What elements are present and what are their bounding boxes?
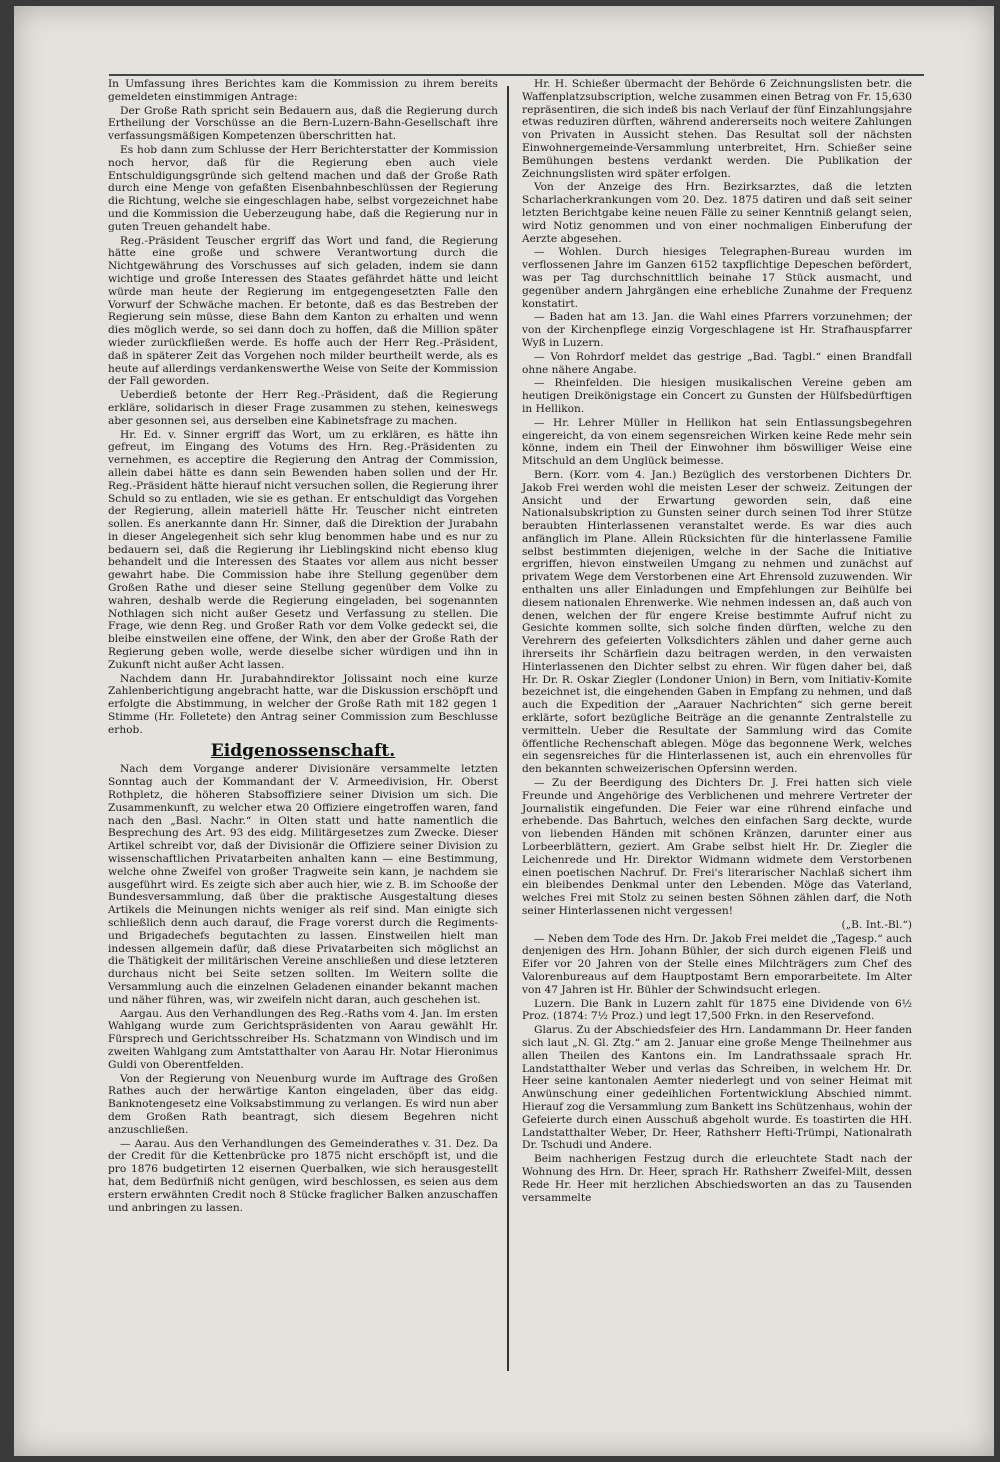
paragraph: — Wohlen. Durch hiesiges Telegraphen-Bureau wurden im verflossenen Jahre im Ganzen 6152 taxpflichtige Depeschen befördert, was per Tag durchschnittlich beinahe 17 Stück ausmacht, und gegenüber andern Jahrgängen eine erhebliche Zunahme der Frequenz konstatirt.	[522, 246, 912, 310]
paragraph: Nachdem dann Hr. Jurabahndirektor Jolissaint noch eine kurze Zahlenberichtigung angebracht hatte, war die Diskussion erschöpft und erfolgte die Abstimmung, in welcher der Große Rath mit 182 gegen 1 Stimme (Hr. Folletete) den Antrag seiner Commission zum Beschlusse erhob.	[108, 672, 498, 736]
paragraph: Reg.-Präsident Teuscher ergriff das Wort und fand, die Regierung hätte eine große und schwere Verantwortung durch die Nichtgewährung des Vorschusses auf sich geladen, indem sie dann wichtige und große Interessen des Staates gefährdet hätte und leicht würde man heute der Regierung im entgegengesetzten Falle den Vorwurf der Schwäche machen. Er betonte, daß es das Bestreben der Regierung sein müsse, diese Bahn dem Kanton zu erhalten und wenn dies möglich werde, so sei dann doch zu hoffen, daß die Million später wieder zurückfließen werde. Es hoffe auch der Herr Reg.-Präsident, daß in späterer Zeit das Vorgehen noch milder beurtheilt werde, als es heute auf allerdings verdankenswerthe Weise von Seite der Kommission der Fall geworden.	[108, 234, 498, 388]
paragraph: Der Große Rath spricht sein Bedauern aus, daß die Regierung durch Ertheilung der Vorschüsse an die Bern-Luzern-Bahn-Gesellschaft ihre verfassungsmäßigen Kompetenzen überschritten hat.	[108, 104, 498, 143]
source-attribution: („B. Int.-Bl.“)	[841, 918, 912, 931]
paragraph: Von der Regierung von Neuenburg wurde im Auftrage des Großen Rathes auch der herwärtige Kanton eingeladen, über das eidg. Banknotengesetz eine Volksabstimmung zu verlangen. Es wird nun aber dem Großen Rath beantragt, sich diesem Begehren nicht anzuschließen.	[108, 1072, 498, 1136]
paragraph: Nach dem Vorgange anderer Divisionäre versammelte letzten Sonntag auch der Kommandant der V. Armeedivision, Hr. Oberst Rothpletz, die höheren Stabsoffiziere seiner Division um sich. Die Zusammenkunft, zu welcher etwa 20 Offiziere eingetroffen waren, fand nach den „Basl. Nachr.“ in Olten statt und hatte namentlich die Besprechung des Art. 93 des eidg. Militärgesetzes zum Zwecke. Dieser Artikel schreibt vor, daß der Divisionär die Offiziere seiner Division zu wissenschaftlichen Privatarbeiten anhalten kann — eine Bestimmung, welche ohne Zweifel von großer Tragweite sein kann, je nachdem sie ausgeführt wird. Es zeigte sich aber auch hier, wie z. B. im Schooße der Bundesversammlung, daß über die praktische Ausgestaltung dieses Artikels die Meinungen nichts weniger als reif sind. Man einigte sich schließlich denn auch darauf, die Frage vorerst durch die Regiments- und Brigadechefs begutachten zu lassen. Einstweilen hielt man indessen allgemein dafür, daß diese Privatarbeiten sich möglichst an die Thätigkeit der militärischen Vereine anschließen und diese letzteren durchaus nicht bei Seite setzen sollten. Im Weitern sollte die Versammlung auch die einzelnen Geladenen einander bekannt machen und näher führen, was, wir zweifeln nicht daran, auch geschehen ist.	[108, 763, 498, 1006]
paragraph: Aargau. Aus den Verhandlungen des Reg.-Raths vom 4. Jan. Im ersten Wahlgang wurde zum Gerichtspräsidenten von Aarau gewählt Hr. Fürsprech und Gerichtsschreiber Hs. Schatzmann von Windisch und im zweiten Wahlgang zum Amtstatthalter von Aarau Hr. Notar Hieronimus Guldi von Oberentfelden.	[108, 1007, 498, 1071]
paragraph: — Aarau. Aus den Verhandlungen des Gemeinderathes v. 31. Dez. Da der Credit für die Kettenbrücke pro 1875 nicht erschöpft ist, und die pro 1876 budgetirten 12 eisernen Querbalken, wie sich herausgestellt hat, dem Bedürfniß nicht genügen, wird beschlossen, es seien aus dem erstern erwähnten Credit noch 8 Stücke fraglicher Balken anzuschaffen und anbringen zu lassen.	[108, 1137, 498, 1214]
paragraph: Bern. (Korr. vom 4. Jan.) Bezüglich des verstorbenen Dichters Dr. Jakob Frei werden wohl die meisten Leser der schweiz. Zeitungen der Ansicht und der Erwartung geworden sein, daß eine Nationalsubskription zu Gunsten seiner durch seinen Tod ihrer Stütze beraubten Hinterlassenen veranstaltet werde. Es war dies auch anfänglich im Plane. Allein Rücksichten für die hinterlassene Familie selbst bestimmten diejenigen, welche in der Sache die Initiative ergriffen, hievon einstweilen Umgang zu nehmen und zunächst auf privatem Wege dem Verstorbenen eine Art Ehrensold zuzuwenden. Wir enthalten uns aller Einladungen und Empfehlungen zur Beihülfe bei diesem nationalen Ehrenwerke. Wie nehmen indessen an, daß auch von denen, welchen der für engere Kreise bestimmte Aufruf nicht zu Gesichte kommen sollte, sich solche finden dürften, welche zu den Verehrern des gefeierten Volksdichters zählen und daher gerne auch ihrerseits ihr Schärflein dazu beitragen werden, in den verwaisten Hinterlassenen den Dichter selbst zu ehren. Wir fügen daher bei, daß Hr. Dr. R. Oskar Ziegler (Londoner Union) in Bern, vom Initiativ-Komite bezeichnet ist, die eingehenden Gaben in Empfang zu nehmen, und daß auch die Expedition der „Aarauer Nachrichten“ sich gerne bereit erklärte, sofort bezügliche Beiträge an die genannte Zentralstelle zu vermitteln. Ueber die Resultate der Sammlung wird das Comite öffentliche Rechenschaft ablegen. Möge das begonnene Werk, welches ein segensreiches für die Hinterlassenen ist, auch ein ehrenvolles für den bekannten schweizerischen Opfersinn werden.	[522, 468, 912, 776]
paragraph: — Von Rohrdorf meldet das gestrige „Bad. Tagbl.“ einen Brandfall ohne nähere Angabe.	[522, 350, 912, 376]
paragraph: In Umfassung ihres Berichtes kam die Kommission zu ihrem bereits gemeldeten einstimmigen Antrage:	[108, 78, 498, 103]
paragraph: Hr. H. Schießer übermacht der Behörde 6 Zeichnungslisten betr. die Waffenplatzsubscription, welche zusammen einen Betrag von Fr. 15,630 repräsentiren, die sich indeß bis nach Verlauf der fünf Einzahlungsjahre etwas reduziren dürften, während andererseits noch weitere Zahlungen von Privaten in Aussicht stehen. Das Resultat soll der nächsten Einwohnergemeinde-Versammlung unterbreitet, Hrn. Schießer seine Bemühungen bestens verdankt werden. Die Publikation der Zeichnungslisten wird später erfolgen.	[522, 78, 912, 180]
paragraph: Es hob dann zum Schlusse der Herr Berichterstatter der Kommission noch hervor, daß für die Regierung eben auch viele Entschuldigungsgründe sich geltend machen und daß der Große Rath durch eine Menge von gefaßten Eisenbahnbeschlüssen der Regierung die Richtung, welche sie eingeschlagen habe, selbst vorgezeichnet habe und die Kommission die Ueberzeugung habe, daß die Regierung nur in guten Treuen gehandelt habe.	[108, 143, 498, 233]
paragraph: — Zu der Beerdigung des Dichters Dr. J. Frei hatten sich viele Freunde und Angehörige des Verblichenen und mehrere Vertreter der Journalistik eingefunden. Die Feier war eine rührend einfache und erhebende. Das Bahrtuch, welches den einfachen Sarg deckte, wurde von liebenden Händen mit schönen Kränzen, darunter einer aus Lorbeerblättern, geziert. Am Grabe selbst hielt Hr. Dr. Ziegler die Leichenrede und Hr. Direktor Widmann widmete dem Verstorbenen einen poetischen Nachruf. Dr. Frei's literarischer Nachlaß sichert ihm ein bleibendes Denkmal unter den Lebenden. Möge das Vaterland, welches Frei mit Stolz zu seinen besten Söhnen zählen darf, die Noth seiner Hinterlassenen nicht vergessen!	[522, 777, 912, 917]
top-rule	[109, 74, 924, 76]
paragraph: Glarus. Zu der Abschiedsfeier des Hrn. Landammann Dr. Heer fanden sich laut „N. Gl. Ztg.“ am 2. Januar eine große Menge Theilnehmer aus allen Theilen des Kantons ein. Im Landrathssaale sprach Hr. Landstatthalter Weber und verlas das Schreiben, in welchem Hr. Dr. Heer seine kantonalen Aemter niederlegt und von seiner Heimat mit Anwünschung einer gedeihlichen Fortentwicklung Abschied nimmt. Hierauf zog die Versammlung zum Bankett ins Schützenhaus, wohin der Gefeierte durch einen Ausschuß abgeholt wurde. Es toastirten die HH. Landstatthalter Weber, Dr. Heer, Rathsherr Hefti-Trümpi, Nationalrath Dr. Tschudi und Andere.	[522, 1024, 912, 1152]
newspaper-page	[14, 6, 994, 1456]
paragraph: — Baden hat am 13. Jan. die Wahl eines Pfarrers vorzunehmen; der von der Kirchenpflege einzig Vorgeschlagene ist Hr. Strafhauspfarrer Wyß in Luzern.	[522, 311, 912, 349]
paragraph: — Neben dem Tode des Hrn. Dr. Jakob Frei meldet die „Tagesp.“ auch denjenigen des Hrn. Johann Bühler, der sich durch eigenen Fleiß und Eifer vor 20 Jahren von der Stelle eines Milchträgers zum Chef des Valorenbureaus auf dem Hauptpostamt Bern emporarbeitete. Im Alter von 47 Jahren ist Hr. Bühler der Schwindsucht erlegen.	[522, 932, 912, 996]
paragraph: Hr. Ed. v. Sinner ergriff das Wort, um zu erklären, es hätte ihn gefreut, im Eingang des Votums des Hrn. Reg.-Präsidenten zu vernehmen, es acceptire die Regierung den Antrag der Commission, allein dabei hätte es dann sein Bewenden haben sollen und der Hr. Reg.-Präsident hätte hierauf nicht versuchen sollen, die Regierung ihrer Schuld so zu entladen, wie sie es gethan. Er entschuldigt das Vorgehen der Regierung, allein materiell hätte Hr. Teuscher nicht eintreten sollen. Es anerkannte dann Hr. Sinner, daß die Direktion der Jurabahn in dieser Angelegenheit sich sehr klug benommen habe und es nur zu bedauern sei, daß die Regierung ihr Lieblingskind nicht ebenso klug behandelt und die Interessen des Staates vor allem aus nicht besser gewahrt habe. Die Commission habe ihre Stellung gegenüber dem Großen Rathe und dieser seine Stellung gegenüber dem Volke zu wahren, deshalb werde die Regierung eingeladen, bei sogenannten Nothlagen sich nicht außer Gesetz und Verfassung zu stellen. Die Frage, wie denn Reg. und Großer Rath vor dem Volke gedeckt sei, die bleibe einstweilen eine offene, der Wink, den aber der Große Rath der Regierung geben wolle, werde dieselbe sicher würdigen und ihn in Zukunft nicht außer Acht lassen.	[108, 428, 498, 671]
paragraph: Beim nachherigen Festzug durch die erleuchtete Stadt nach der Wohnung des Hrn. Dr. Heer, sprach Hr. Rathsherr Zweifel-Milt, dessen Rede Hr. Heer mit herzlichen Abschiedsworten an das zu Tausenden versammelte	[522, 1153, 912, 1204]
paragraph: Von der Anzeige des Hrn. Bezirksarztes, daß die letzten Scharlacherkrankungen vom 20. Dez. 1875 datiren und daß seit seiner letzten Berichtgabe keine neuen Fälle zu seiner Kenntniß gelangt seien, wird Notiz genommen und von einer nochmaligen Einberufung der Aerzte abgesehen.	[522, 181, 912, 245]
left-column	[108, 78, 498, 1215]
right-column	[522, 78, 912, 1205]
paragraph: Luzern. Die Bank in Luzern zahlt für 1875 eine Dividende von 6½ Proz. (1874: 7½ Proz.) und legt 17,500 Frkn. in den Reservefond.	[522, 997, 912, 1023]
column-separator	[507, 86, 509, 1371]
paragraph: Ueberdieß betonte der Herr Reg.-Präsident, daß die Regierung erkläre, solidarisch in dieser Frage zusammen zu stehen, keineswegs aber gesonnen sei, aus derselben eine Kabinetsfrage zu machen.	[108, 389, 498, 427]
paragraph: — Rheinfelden. Die hiesigen musikalischen Vereine geben am heutigen Dreikönigstage ein Concert zu Gunsten der Hülfsbedürftigen in Hellikon.	[522, 377, 912, 415]
paragraph: — Hr. Lehrer Müller in Hellikon hat sein Entlassungsbegehren eingereicht, da von einem segensreichen Wirken keine Rede mehr sein könne, indem ein Theil der Einwohner ihm böswilliger Weise eine Mitschuld an dem Unglück beimesse.	[522, 416, 912, 468]
section-heading: Eidgenossenschaft.	[210, 740, 396, 761]
